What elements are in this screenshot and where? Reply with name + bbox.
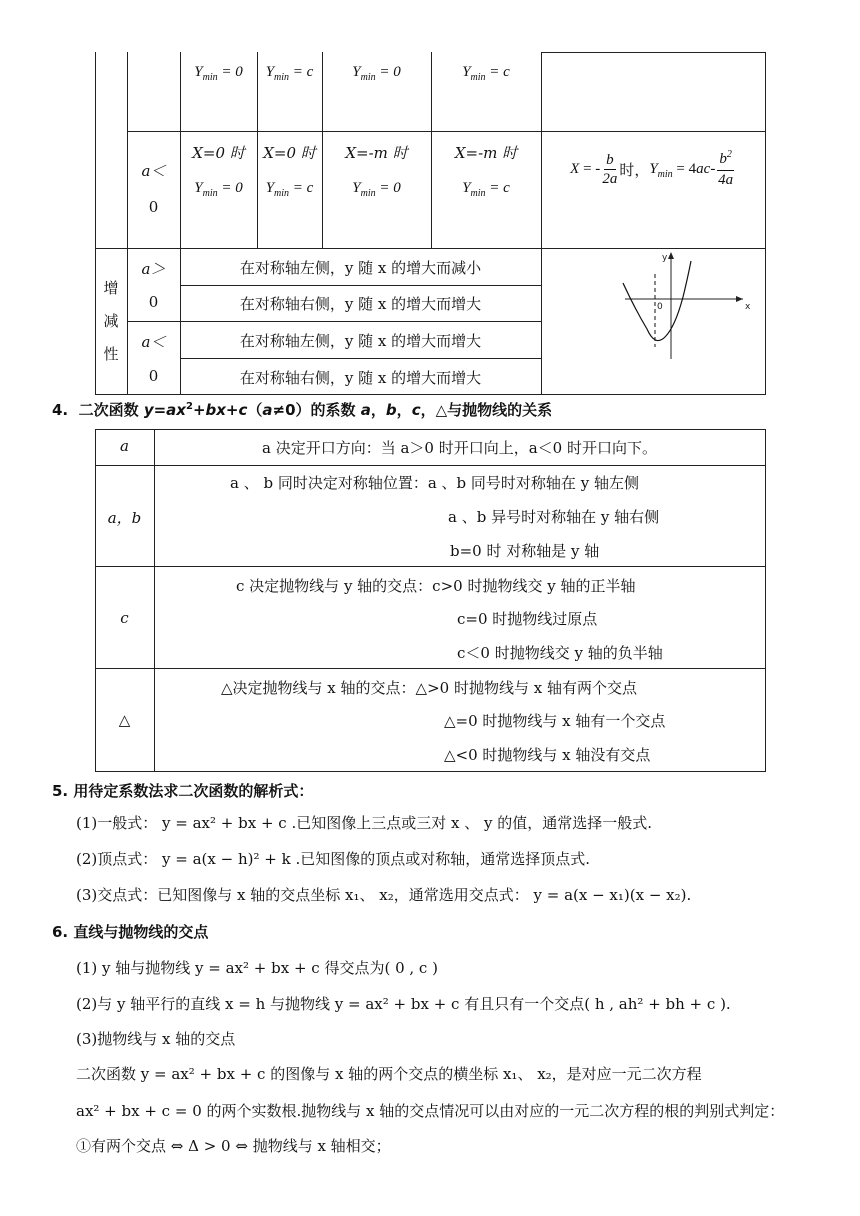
row-ab-line3: b=0 时 对称轴是 y 轴	[450, 542, 600, 560]
coefficient-table	[95, 429, 766, 772]
mono-row-1: 在对称轴左侧，y 随 x 的增大而减小	[239, 259, 482, 277]
ymin-neg-4: $Y_{min} = c$	[462, 180, 510, 199]
section6-title: 6. 直线与抛物线的交点	[52, 923, 209, 941]
mono-a-pos: a＞	[141, 260, 166, 278]
ymin-cell-1: $Y_{min} = 0$	[194, 64, 243, 83]
row-key-ab: a，b	[107, 509, 142, 527]
section6-item-1: (1) y 轴与抛物线 y = ax² + bx + c 得交点为( 0 , c )	[76, 959, 438, 977]
section6-item-2: (2)与 y 轴平行的直线 x = h 与抛物线 y = ax² + bx + c 有且只有一个交点( h , ah² + bh + c ).	[76, 995, 731, 1013]
mono-row-3: 在对称轴左侧，y 随 x 的增大而增大	[239, 332, 482, 350]
monotonic-label: 增 减 性	[103, 279, 119, 363]
section5-item-1: (1)一般式： y = ax² + bx + c .已知图像上三点或三对 x 、 y 的值，通常选择一般式.	[76, 814, 652, 832]
row-ab-line2: a 、b 异号时对称轴在 y 轴右侧	[448, 508, 660, 526]
section5-title: 5. 用待定系数法求二次函数的解析式：	[52, 782, 314, 800]
mono-a-neg: a＜	[141, 333, 166, 351]
row-c-line1: c 决定抛物线与 y 轴的交点：c>0 时抛物线交 y 轴的正半轴	[236, 577, 636, 595]
ymin-cell-3: $Y_{min} = 0$	[352, 64, 401, 83]
mono-row-2: 在对称轴右侧，y 随 x 的增大而增大	[239, 295, 482, 313]
property-table	[95, 52, 766, 395]
x-condition-3: X=-m 时	[345, 144, 408, 162]
parabola-graph	[605, 249, 755, 369]
row-delta-line2: △=0 时抛物线与 x 轴有一个交点	[444, 712, 666, 730]
svg-text:y: y	[662, 253, 668, 263]
row-c-line3: c＜0 时抛物线交 y 轴的负半轴	[457, 644, 663, 662]
a-neg-label: a＜	[141, 162, 166, 180]
x-condition-2: X=0 时	[263, 144, 316, 162]
a-neg-zero: 0	[148, 198, 159, 216]
row-c-line2: c=0 时抛物线过原点	[457, 610, 598, 628]
row-delta-line3: △<0 时抛物线与 x 轴没有交点	[444, 746, 651, 764]
section6-item-4: 二次函数 y = ax² + bx + c 的图像与 x 轴的两个交点的横坐标 x₁、 x₂，是对应一元二次方程	[76, 1065, 702, 1083]
vertex-formula: X = - $\frac{b}{2a}$ 时， $Y_{min}$ = 4 ac - $\frac{b^2}{4a}$	[570, 149, 734, 188]
row-delta-line1: △决定抛物线与 x 轴的交点：△>0 时抛物线与 x 轴有两个交点	[221, 679, 637, 697]
section6-item-6: ①有两个交点 ⇔ Δ > 0 ⇔ 抛物线与 x 轴相交；	[76, 1137, 391, 1155]
mono-a-neg-zero: 0	[148, 367, 159, 385]
section5-item-2: (2)顶点式： y = a(x − h)² + k .已知图像的顶点或对称轴，通常选择顶点式.	[76, 850, 590, 868]
section4-title: 4. 二次函数 $y=ax^2+bx+c(a\ne 0)$的系数 a，b，c，△与抛物线的关系	[52, 401, 553, 419]
row-key-c: c	[120, 609, 129, 627]
row-key-delta: △	[118, 711, 131, 729]
ymin-neg-2: $Y_{min} = c$	[265, 180, 314, 199]
x-condition-4: X=-m 时	[454, 144, 518, 162]
row-ab-line1: a 、 b 同时决定对称轴位置：a 、b 同号时对称轴在 y 轴左侧	[230, 474, 639, 492]
section5-item-3: (3)交点式：已知图像与 x 轴的交点坐标 x₁、 x₂，通常选用交点式： y = a(x − x₁)(x − x₂).	[76, 886, 692, 904]
x-condition-1: X=0 时	[192, 144, 245, 162]
svg-text:0: 0	[657, 302, 663, 312]
row-key-a: a	[120, 437, 129, 455]
ymin-cell-2: $Y_{min} = c$	[265, 64, 314, 83]
ymin-neg-3: $Y_{min} = 0$	[352, 180, 401, 199]
svg-text:x: x	[745, 302, 751, 312]
section6-item-5: ax² + bx + c = 0 的两个实数根.抛物线与 x 轴的交点情况可以由对应的一元二次方程的根的判别式判定：	[76, 1102, 785, 1120]
mono-a-pos-zero: 0	[148, 293, 159, 311]
ymin-cell-4: $Y_{min} = c$	[462, 64, 510, 83]
mono-row-4: 在对称轴右侧，y 随 x 的增大而增大	[239, 369, 482, 387]
row-a-text: a 决定开口方向：当 a＞0 时开口向上，a＜0 时开口向下。	[262, 439, 657, 457]
ymin-neg-1: $Y_{min} = 0$	[194, 180, 243, 199]
section6-item-3: (3)抛物线与 x 轴的交点	[76, 1030, 236, 1048]
